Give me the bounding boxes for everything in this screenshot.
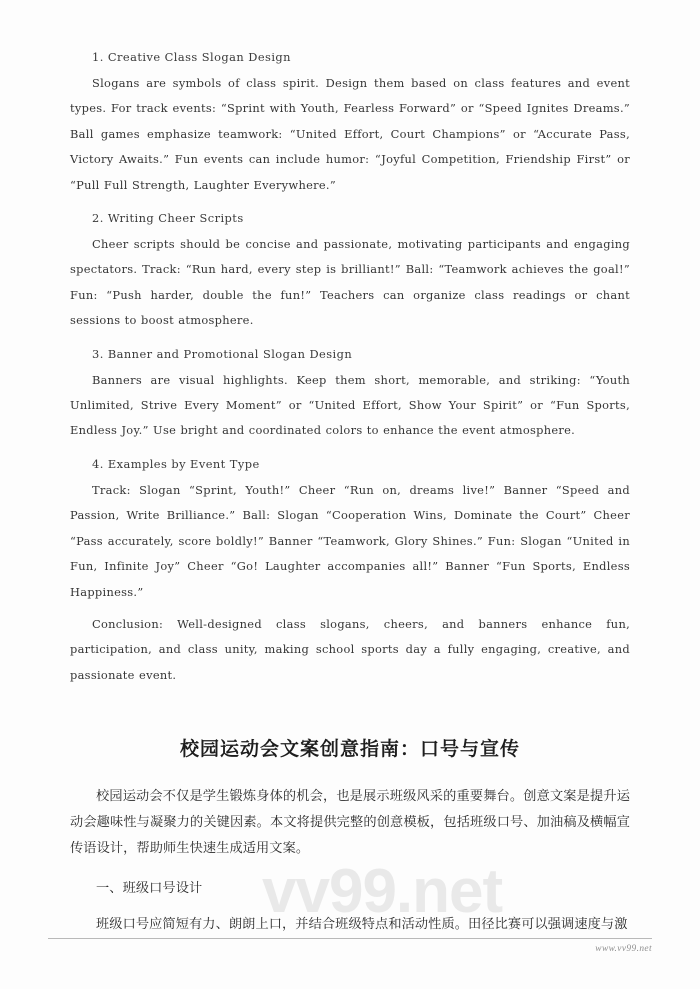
document-content xyxy=(70,44,630,938)
section-spacer xyxy=(70,688,630,734)
footer-divider xyxy=(48,938,652,939)
section-paragraph-4: Track: Slogan “Sprint, Youth!” Cheer “Run on, dreams live!” Banner “Speed and Passion, Write Brilliance.” Ball: Slogan “Cooperation Wins, Dominate the Court” Cheer “Pass accurately, score boldly!” Banner “Teamwork, Glory Shines.” Fun: Slogan “United in Fun, Infinite Joy” Cheer “Go! Laughter accompanies all!” Banner “Fun Sports, Endless Happiness.” xyxy=(70,482,630,599)
section-paragraph-1: Slogans are symbols of class spirit. Design them based on class features and event types. For track events: “Sprint with Youth, Fearless Forward” or “Speed Ignites Dreams.” Ball games emphasize teamwork: “United Effort, Court Champions” or “Accurate Pass, Victory Awaits.” Fun events can include humor: “Joyful Competition, Friendship First” or “Pull Full Strength, Laughter Everywhere.” xyxy=(70,76,630,192)
english-section xyxy=(70,44,630,688)
chinese-intro-paragraph: 校园运动会不仅是学生锻炼身体的机会，也是展示班级风采的重要舞台。创意文案是提升运动会趣味性与凝聚力的关键因素。本文将提供完整的创意模板，包括班级口号、加油稿及横幅宣传语设计，帮助师生快速生成适用文案。 xyxy=(70,789,630,857)
section-paragraph-3: Banners are visual highlights. Keep them short, memorable, and striking: “Youth Unlimited, Strive Every Moment” or “United Effort, Show Your Spirit” or “Fun Sports, Endless Joy.” Use bright and coordinated colors to enhance the event atmosphere. xyxy=(70,372,630,438)
chinese-body-paragraph: 班级口号应简短有力、朗朗上口，并结合班级特点和活动性质。田径比赛可以强调速度与激 xyxy=(96,917,628,933)
chinese-section xyxy=(70,734,630,938)
section-heading-4: 4. Examples by Event Type xyxy=(92,456,260,471)
section-paragraph-2: Cheer scripts should be concise and passionate, motivating participants and engaging spectators. Track: “Run hard, every step is brilliant!” Ball: “Teamwork achieves the goal!” Fun: “Push harder, double the fun!” Teachers can organize class readings or chant sessions to boost atmosphere. xyxy=(70,237,630,328)
page-title: 校园运动会文案创意指南：口号与宣传 xyxy=(179,738,520,761)
watermark-text: vv99.net xyxy=(262,857,503,926)
footer-url: www.vv99.net xyxy=(595,944,652,954)
conclusion-paragraph: Conclusion: Well-designed class slogans, cheers, and banners enhance fun, participation, and class unity, making school sports day a fully engaging, creative, and passionate event. xyxy=(70,616,630,682)
section-heading-3: 3. Banner and Promotional Slogan Design xyxy=(92,346,353,361)
chinese-subheading: 一、班级口号设计 xyxy=(96,881,203,897)
section-heading-1: 1. Creative Class Slogan Design xyxy=(92,50,291,64)
section-heading-2: 2. Writing Cheer Scripts xyxy=(92,211,244,226)
